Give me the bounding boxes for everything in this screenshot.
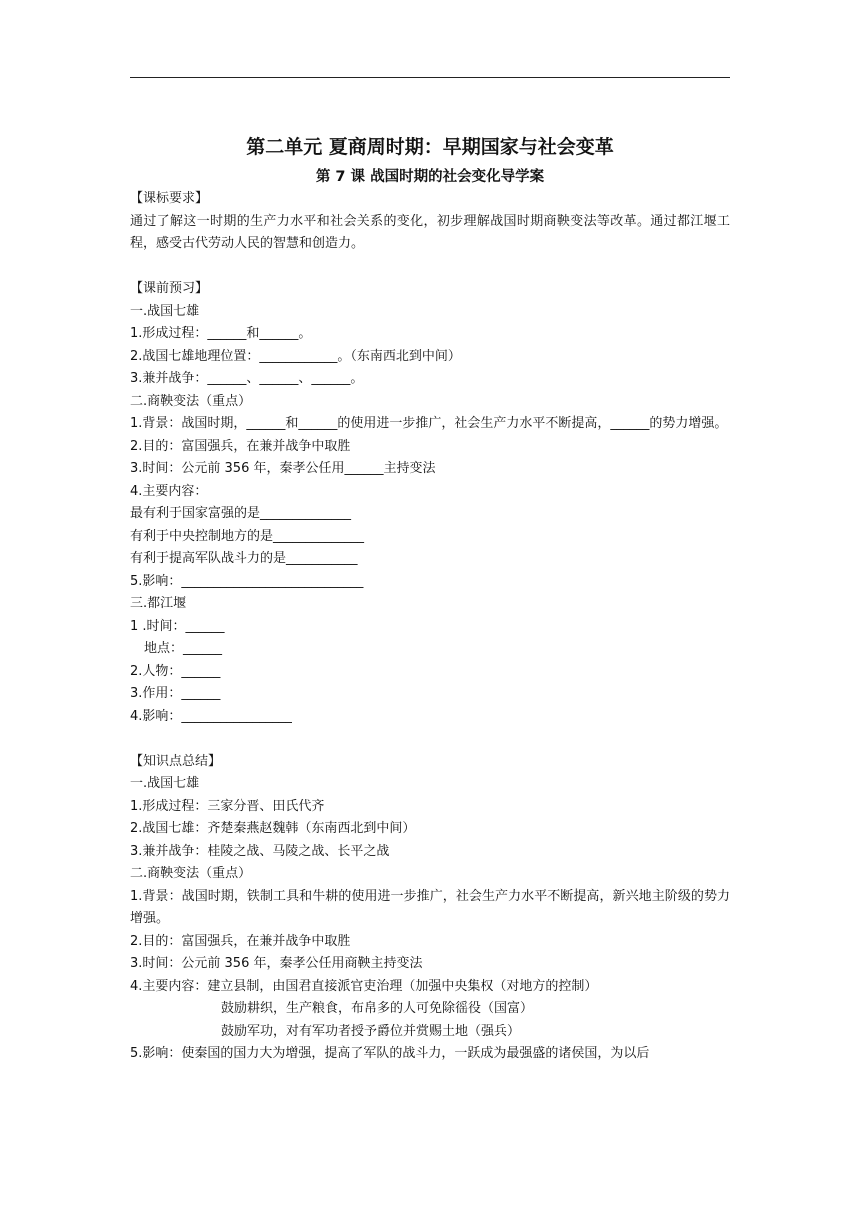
spacer [130, 728, 730, 751]
summary-line: 1.形成过程：三家分晋、田氏代齐 [130, 798, 325, 814]
preview-line: 有利于提高军队战斗力的是___________ [130, 551, 358, 566]
unit-title: 第二单元 夏商周时期：早期国家与社会变革 [246, 136, 614, 158]
summary-line: 3.时间：公元前 356 年，秦孝公任用商鞅主持变法 [130, 956, 423, 971]
summary-line: 2.战国七雄：齐楚秦燕赵魏韩（东南西北到中间） [130, 821, 416, 836]
summary-line: 二.商鞅变法（重点） [130, 866, 252, 881]
preview-line: 3.兼并战争：______、______、______。 [130, 371, 364, 386]
document-body [130, 132, 730, 1066]
preview-line: 3.作用：______ [130, 686, 221, 701]
lesson-title: 第 7 课 战国时期的社会变化导学案 [315, 169, 545, 185]
standards-text: 通过了解这一时期的生产力水平和社会关系的变化，初步理解战国时期商鞅变法等改革。通过都江堰工程，感受古代劳动人民的智慧和创造力。 [130, 213, 730, 251]
summary-line: 鼓励耕织，生产粮食，布帛多的人可免除徭役（国富） [221, 1001, 534, 1016]
preview-line: 有利于中央控制地方的是______________ [130, 528, 365, 544]
preview-line: 5.影响：____________________________ [130, 573, 364, 589]
summary-line: 5.影响：使秦国的国力大为增强，提高了军队的战斗力，一跃成为最强盛的诸侯国，为以后 [130, 1046, 650, 1061]
preview-line: 3.时间：公元前 356 年，秦孝公任用______主持变法 [130, 461, 436, 476]
preview-line: 一.战国七雄 [130, 303, 200, 319]
summary-line: 3.兼并战争：桂陵之战、马陵之战、长平之战 [130, 843, 390, 859]
preview-line: 2.目的：富国强兵，在兼并战争中取胜 [130, 438, 351, 454]
summary-line: 4.主要内容：建立县制，由国君直接派官吏治理（加强中央集权（对地方的控制） [130, 978, 598, 994]
summary-line: 鼓励军功，对有军功者授予爵位并赏赐土地（强兵） [221, 1023, 521, 1039]
preview-line: 2.人物：______ [130, 663, 221, 679]
preview-line: 地点：______ [144, 641, 223, 656]
header-rule [130, 77, 730, 78]
summary-line: 2.目的：富国强兵，在兼并战争中取胜 [130, 933, 351, 949]
preview-line: 二.商鞅变法（重点） [130, 393, 252, 409]
summary-line: 一.战国七雄 [130, 776, 200, 791]
section-heading-preview: 【课前预习】 [130, 281, 209, 296]
preview-line: 4.主要内容： [130, 483, 208, 499]
summary-background: 1.背景：战国时期，铁制工具和牛耕的使用进一步推广，社会生产力水平不断提高，新兴地主阶级的势力增强。 [130, 888, 730, 926]
section-heading-standards: 【课标要求】 [130, 191, 209, 206]
preview-line: 1.形成过程：______和______。 [130, 326, 312, 341]
preview-line: 最有利于国家富强的是______________ [130, 506, 352, 521]
preview-line: 三.都江堰 [130, 596, 187, 611]
preview-line: 2.战国七雄地理位置：____________。（东南西北到中间） [130, 348, 461, 364]
preview-line: 1 .时间：______ [130, 618, 225, 634]
section-heading-summary: 【知识点总结】 [130, 753, 222, 769]
preview-background: 1.背景：战国时期，______和______的使用进一步推广，社会生产力水平不断提高，______的势力增强。 [130, 416, 728, 431]
spacer [130, 256, 730, 279]
preview-line: 4.影响：_________________ [130, 708, 292, 724]
